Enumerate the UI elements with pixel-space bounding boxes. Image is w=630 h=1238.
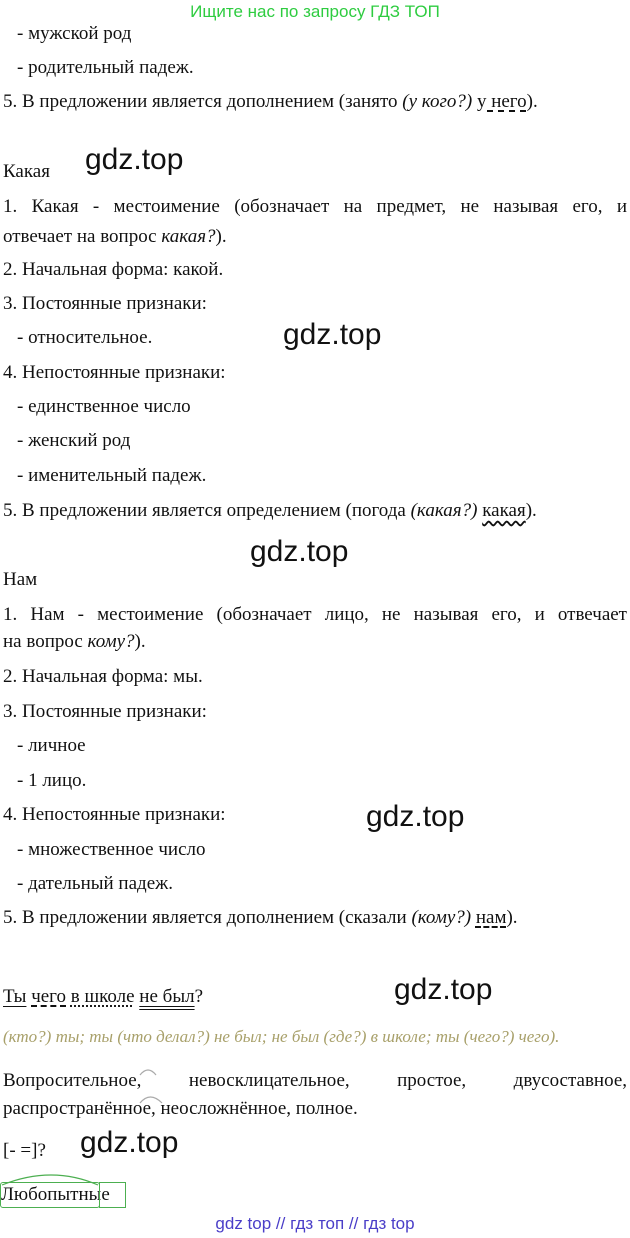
word-heading: Нам xyxy=(3,569,38,590)
feature-item: - 1 лицо. xyxy=(17,770,87,791)
pos-end: ). xyxy=(134,631,146,652)
sentence-scheme: [- =]? xyxy=(3,1140,46,1161)
case-line: - родительный падеж. xyxy=(17,57,194,78)
role-text: 5. В предложении является определением (погода xyxy=(3,500,411,521)
permanent-features: 3. Постоянные признаки: xyxy=(3,293,207,314)
object-word: у него xyxy=(476,91,527,112)
pos-end: ). xyxy=(215,226,227,247)
question: какая? xyxy=(161,226,216,247)
permanent-features: 3. Постоянные признаки: xyxy=(3,701,207,722)
watermark: gdz.top xyxy=(250,535,349,568)
next-word: Любопытные xyxy=(1,1184,110,1205)
object-word: нам xyxy=(475,907,507,928)
pencil-arc xyxy=(140,1070,156,1075)
feature-item: - личное xyxy=(17,735,86,756)
watermark: gdz.top xyxy=(283,318,382,351)
watermark: gdz.top xyxy=(85,143,184,176)
feature-item: - именительный падеж. xyxy=(17,465,207,486)
role-end: ). xyxy=(525,500,537,521)
pos-line: 1. Нам - местоимение (обозначает лицо, не называя его, и отвечает xyxy=(3,604,627,625)
word-heading: Какая xyxy=(3,161,50,182)
feature-item: - женский род xyxy=(17,430,131,451)
object-word: чего xyxy=(31,986,66,1007)
variable-features: 4. Непостоянные признаки: xyxy=(3,362,226,383)
role-text: 5. В предложении является дополнением (занято xyxy=(3,91,403,112)
adverbial-phrase: в школе xyxy=(70,986,135,1007)
pencil-arc xyxy=(140,1097,162,1103)
pos-line: 1. Какая - местоимение (обозначает на предмет, не называя его, и xyxy=(3,196,627,217)
handwritten-questions: (кто?) ты; ты (что делал?) не был; не был (где?) в школе; ты (чего?) чего). xyxy=(3,1027,560,1046)
sentence-description-cont: распространённое, неосложнённое, полное. xyxy=(3,1098,358,1119)
subject-word: Ты xyxy=(3,986,27,1007)
feature-item: - дательный падеж. xyxy=(17,873,173,894)
root-arc xyxy=(2,1175,98,1185)
predicate-phrase: не был xyxy=(139,986,195,1007)
role-text: 5. В предложении является дополнением (сказали xyxy=(3,907,412,928)
search-hint-banner[interactable]: Ищите нас по запросу ГДЗ ТОП xyxy=(190,2,440,21)
feature-item: - относительное. xyxy=(17,327,153,348)
question: (какая?) xyxy=(410,500,478,521)
watermark: gdz.top xyxy=(394,973,493,1006)
pos-text: на вопрос xyxy=(3,631,88,652)
gender-line: - мужской род xyxy=(17,23,132,44)
feature-item: - множественное число xyxy=(17,839,206,860)
question: кому? xyxy=(87,631,135,652)
sentence-description: Вопросительное, невосклицательное, простое, двусоставное, xyxy=(3,1070,627,1091)
initial-form: 2. Начальная форма: мы. xyxy=(3,666,203,687)
sentence-end: ? xyxy=(194,986,203,1007)
attribute-word: какая xyxy=(482,500,526,521)
feature-item: - единственное число xyxy=(17,396,191,417)
role-end: ). xyxy=(526,91,538,112)
initial-form: 2. Начальная форма: какой. xyxy=(3,259,224,280)
watermark: gdz.top xyxy=(80,1126,179,1159)
watermark: gdz.top xyxy=(366,800,465,833)
question: (у кого?) xyxy=(402,91,473,112)
question: (кому?) xyxy=(411,907,472,928)
footer-links[interactable]: gdz top // гдз топ // гдз top xyxy=(215,1214,415,1233)
pos-text: отвечает на вопрос xyxy=(3,226,162,247)
role-end: ). xyxy=(506,907,518,928)
variable-features: 4. Непостоянные признаки: xyxy=(3,804,226,825)
